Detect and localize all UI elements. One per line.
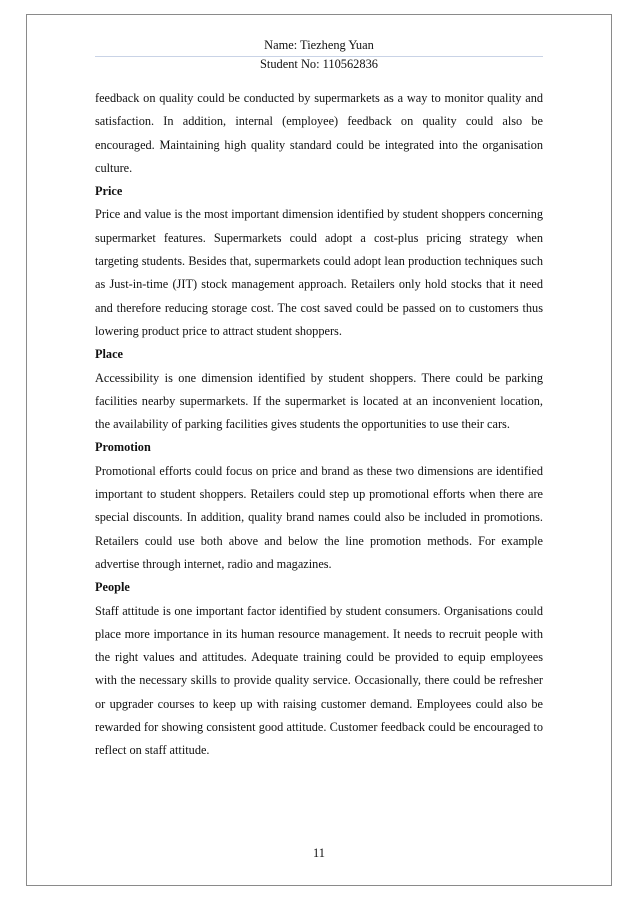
student-number: Student No: 110562836 (260, 57, 378, 71)
intro-paragraph: feedback on quality could be conducted by supermarkets as a way to monitor quality and satisfaction. In addition, internal (employee) feedback on quality could also be encouraged. Maintaining high quality standard could be integrated into the organisation culture. (95, 91, 543, 175)
page-header (95, 36, 543, 74)
author-name: Name: Tiezheng Yuan (264, 38, 374, 52)
section-heading-place: Place (95, 347, 123, 362)
section-text-place: Accessibility is one dimension identified by student shoppers. There could be parking facilities nearby supermarkets. If the supermarket is located at an inconvenient location, the availability of parking facilities gives students the opportunities to use their cars. (95, 370, 543, 432)
section-text-people: Staff attitude is one important factor identified by student consumers. Organisations could place more importance in its human resource management. It needs to recruit people with the right values and attitudes. Adequate training could be provided to equip employees with the necessary skills to provide quality service. Occasionally, there could be refresher or upgrader courses to keep up with raising customer demand. Employees could also be rewarded for showing consistent good attitude. Customer feedback could be encouraged to reflect on staff attitude. (95, 603, 543, 758)
header-divider (95, 56, 543, 57)
section-heading-people: People (95, 580, 130, 595)
section-text-promotion: Promotional efforts could focus on price and brand as these two dimensions are identified important to student shoppers. Retailers could step up promotional efforts when there are special discounts. In addition, quality brand names could also be included in promotions. Retailers could use both above and below the line promotion methods. For example advertise through internet, radio and magazines. (95, 463, 543, 571)
section-text-price: Price and value is the most important dimension identified by student shoppers concerning supermarket features. Supermarkets could adopt a cost-plus pricing strategy when targeting students. Besides that, supermarkets could adopt lean production techniques such as Just-in-time (JIT) stock management approach. Retailers only hold stocks that it need and therefore reducing storage cost. The cost saved could be passed on to customers thus lowering product price to attract student shoppers. (95, 207, 543, 338)
section-heading-price: Price (95, 184, 123, 199)
document-body (95, 87, 543, 763)
page-number: 11 (313, 846, 325, 860)
section-heading-promotion: Promotion (95, 440, 151, 455)
